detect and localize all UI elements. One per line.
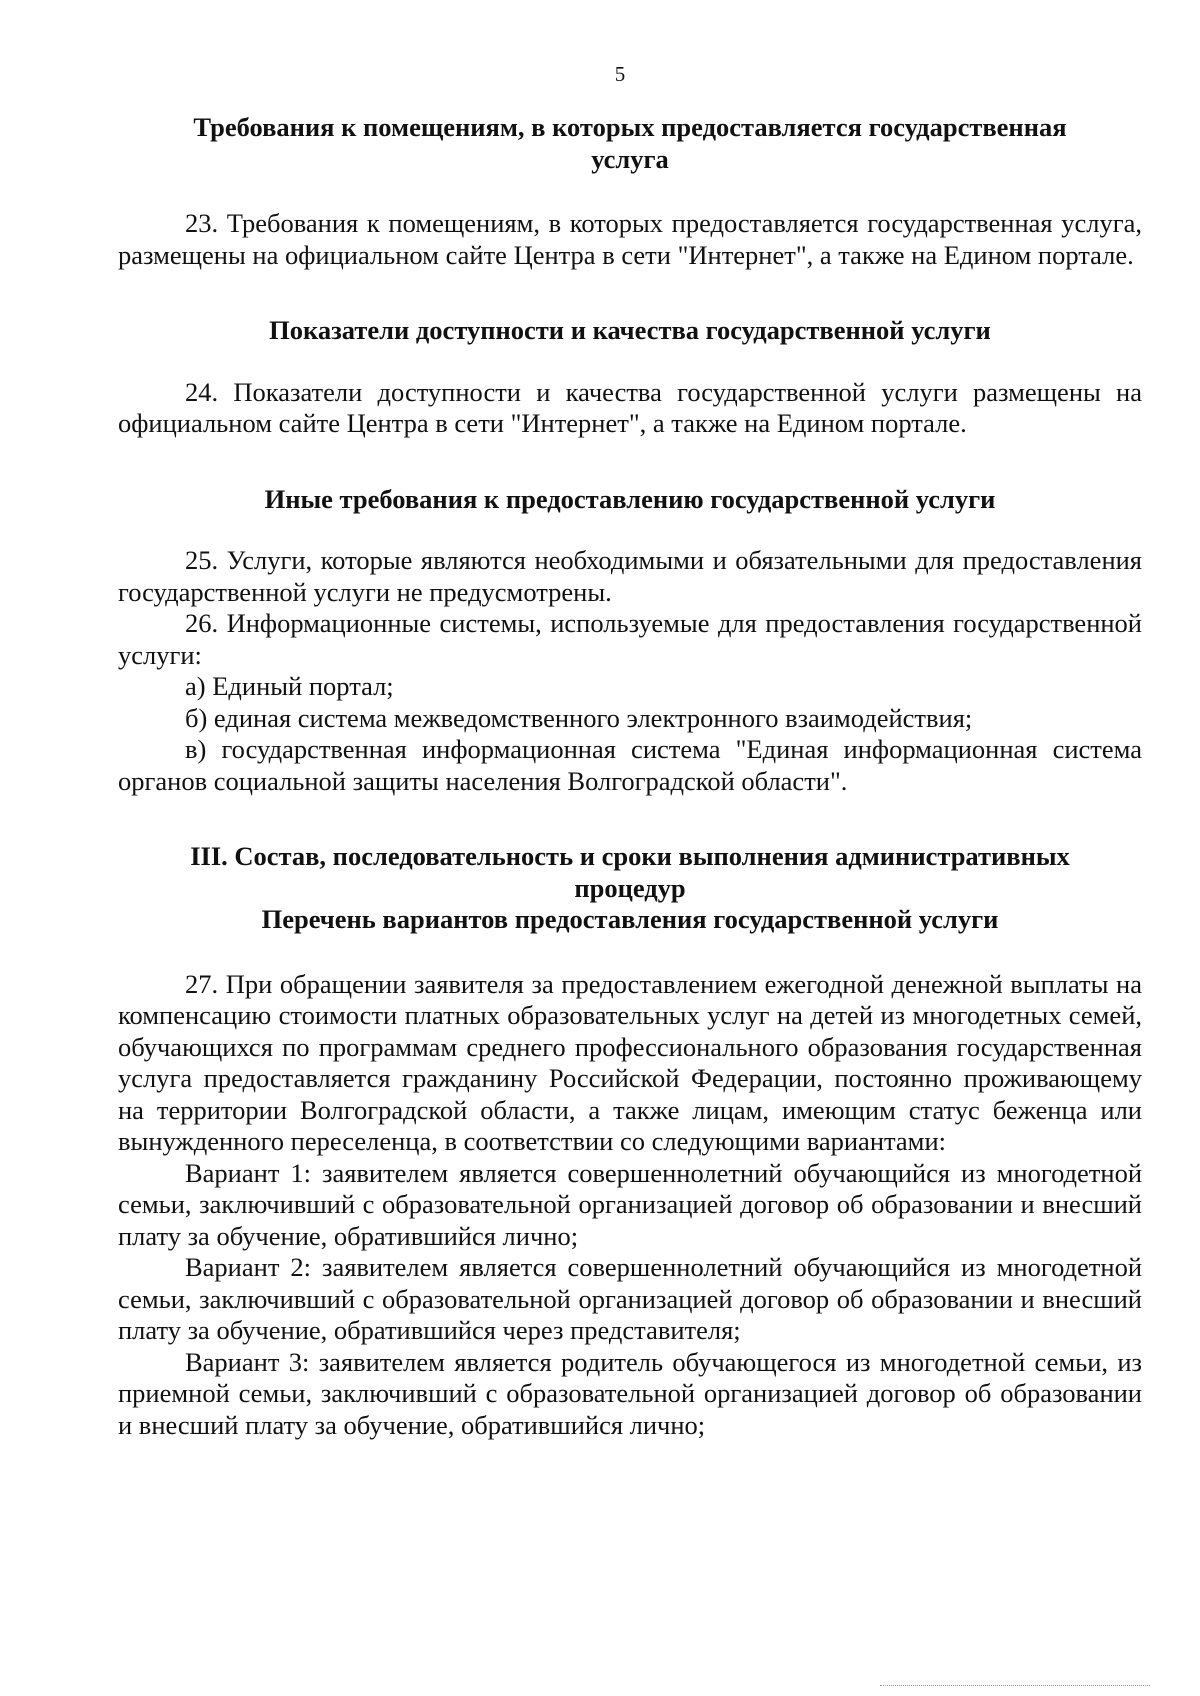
page-number: 5	[614, 62, 626, 86]
section-heading-accessibility: Показатели доступности и качества государственной услуги	[269, 315, 991, 345]
paragraph-26: 26. Информационные системы, используемые для предоставления государственной услуги:	[118, 608, 1142, 670]
footer-rule	[880, 1685, 1150, 1686]
paragraph-23: 23. Требования к помещениям, в которых предоставляется государственная услуга, размещены на официальном сайте Центра в сети "Интернет", а также на Едином портале.	[118, 208, 1142, 270]
variant-1: Вариант 1: заявителем является совершеннолетний обучающийся из многодетной семьи, заключивший с образовательной организацией договор об образовании и внесший плату за обучение, обратившийся лично;	[118, 1157, 1142, 1251]
paragraph-25: 25. Услуги, которые являются необходимыми и обязательными для предоставления государственной услуги не предусмотрены.	[118, 545, 1142, 607]
variant-2: Вариант 2: заявителем является совершеннолетний обучающийся из многодетной семьи, заключивший с образовательной организацией договор об образовании и внесший плату за обучение, обратившийся через представителя;	[118, 1252, 1142, 1345]
section-heading-procedures: III. Состав, последовательность и сроки выполнения административных процедур	[190, 841, 1070, 903]
list-item-b: б) единая система межведомственного электронного взаимодействия;	[185, 702, 973, 733]
section-heading-other-requirements: Иные требования к предоставлению государственной услуги	[264, 483, 996, 514]
section-subheading-variants: Перечень вариантов предоставления государственной услуги	[261, 904, 999, 934]
list-item-a: а) Единый портал;	[185, 671, 394, 701]
variant-3: Вариант 3: заявителем является родитель обучающегося из многодетной семьи, из приемной семьи, заключивший с образовательной организацией договор об образовании и внесший плату за обучение, обратившийся лично;	[118, 1346, 1142, 1440]
section-heading-premises: Требования к помещениям, в которых предоставляется государственная услуга	[193, 112, 1067, 174]
list-item-c: в) государственная информационная система "Единая информационная система органов социальной защиты населения Волгоградской области".	[118, 734, 1142, 796]
document-body	[118, 112, 1142, 1441]
paragraph-27: 27. При обращении заявителя за предоставлением ежегодной денежной выплаты на компенсацию стоимости платных образовательных услуг на детей из многодетных семей, обучающихся по программам среднего профессионального образования государственная услуга предоставляется гражданину Российской Федерации, постоянно проживающему на территории Волгоградской области, а также лицам, имеющим статус беженца или вынужденного переселенца, в соответствии со следующими вариантами:	[118, 968, 1142, 1156]
paragraph-24: 24. Показатели доступности и качества государственной услуги размещены на официальном сайте Центра в сети "Интернет", а также на Едином портале.	[118, 376, 1142, 438]
